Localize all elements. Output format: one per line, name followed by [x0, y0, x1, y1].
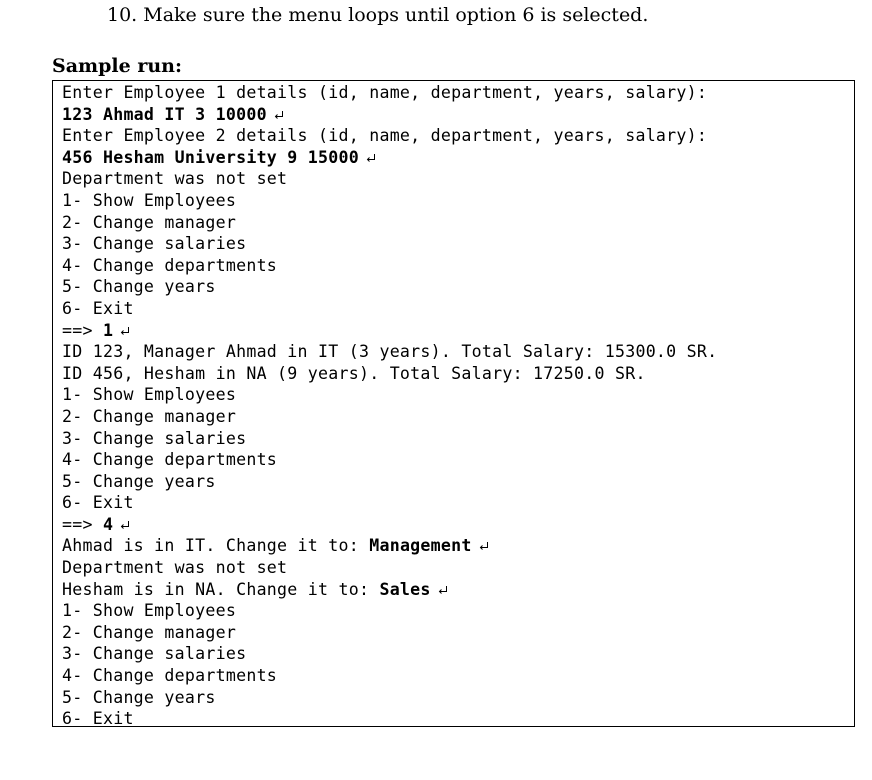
sample-run-heading: Sample run:: [52, 55, 182, 77]
console-output-text: ID 123, Manager Ahmad in IT (3 years). Total Salary: 15300.0 SR.: [62, 342, 718, 362]
console-output-text: 6- Exit: [62, 493, 134, 513]
enter-key-icon: [478, 540, 490, 552]
console-output-text: 4- Change departments: [62, 666, 278, 686]
console-output-text: 5- Change years: [62, 687, 216, 707]
console-line: [62, 665, 854, 687]
console-line: [62, 298, 854, 320]
console-line: [62, 147, 854, 169]
console-output-text: 3- Change salaries: [62, 234, 247, 254]
console-line: [62, 104, 854, 126]
console-line: [62, 514, 854, 536]
console-line: [62, 168, 854, 190]
console-output-text: 1- Show Employees: [62, 601, 237, 621]
sample-run-console: [52, 80, 855, 727]
console-line: [62, 643, 854, 665]
console-output-text: ==>: [62, 514, 103, 534]
console-output-text: ID 456, Hesham in NA (9 years). Total Salary: 17250.0 SR.: [62, 363, 646, 383]
console-output-text: 2- Change manager: [62, 406, 237, 426]
console-output-text: 4- Change departments: [62, 450, 278, 470]
console-line: [62, 276, 854, 298]
console-output-text: 1- Show Employees: [62, 190, 237, 210]
console-line: [62, 363, 854, 385]
console-user-input: Sales: [379, 579, 431, 599]
console-line: [62, 579, 854, 601]
console-line: [62, 449, 854, 471]
console-line: [62, 125, 854, 147]
console-line: [62, 255, 854, 277]
console-output-text: Hesham is in NA. Change it to:: [62, 579, 380, 599]
enter-key-icon: [119, 325, 131, 337]
console-user-input: 1: [102, 320, 114, 340]
console-output-text: 5- Change years: [62, 277, 216, 297]
console-line: [62, 708, 854, 727]
console-line: [62, 600, 854, 622]
console-output-text: 5- Change years: [62, 471, 216, 491]
console-line: [62, 406, 854, 428]
console-output-text: Department was not set: [62, 558, 288, 578]
console-output-text: 4- Change departments: [62, 255, 278, 275]
console-line: [62, 82, 854, 104]
console-line: [62, 687, 854, 709]
console-output-text: Department was not set: [62, 169, 288, 189]
console-output-text: Ahmad is in IT. Change it to:: [62, 536, 370, 556]
console-line: [62, 320, 854, 342]
console-line: [62, 384, 854, 406]
console-line: [62, 341, 854, 363]
console-output-text: 3- Change salaries: [62, 644, 247, 664]
console-output-text: 2- Change manager: [62, 622, 237, 642]
console-output-text: 3- Change salaries: [62, 428, 247, 448]
enter-key-icon: [273, 109, 285, 121]
console-user-input: Management: [369, 536, 472, 556]
console-line: [62, 535, 854, 557]
console-line: [62, 622, 854, 644]
console-output-text: 6- Exit: [62, 298, 134, 318]
console-line: [62, 471, 854, 493]
console-output-text: 1- Show Employees: [62, 385, 237, 405]
console-line: [62, 428, 854, 450]
instruction-text: 10. Make sure the menu loops until option 6 is selected.: [107, 4, 649, 26]
console-output-text: 6- Exit: [62, 709, 134, 727]
console-line: [62, 557, 854, 579]
enter-key-icon: [437, 584, 449, 596]
console-line: [62, 190, 854, 212]
console-line: [62, 212, 854, 234]
enter-key-icon: [365, 152, 377, 164]
console-user-input: 456 Hesham University 9 15000: [62, 147, 359, 167]
console-line: [62, 492, 854, 514]
console-output-text: Enter Employee 1 details (id, name, department, years, salary):: [62, 83, 708, 102]
enter-key-icon: [119, 519, 131, 531]
console-output-text: Enter Employee 2 details (id, name, department, years, salary):: [62, 126, 708, 146]
console-output-text: ==>: [62, 320, 103, 340]
console-output-text: 2- Change manager: [62, 212, 237, 232]
console-line: [62, 233, 854, 255]
console-user-input: 123 Ahmad IT 3 10000: [62, 104, 267, 124]
console-user-input: 4: [102, 514, 114, 534]
